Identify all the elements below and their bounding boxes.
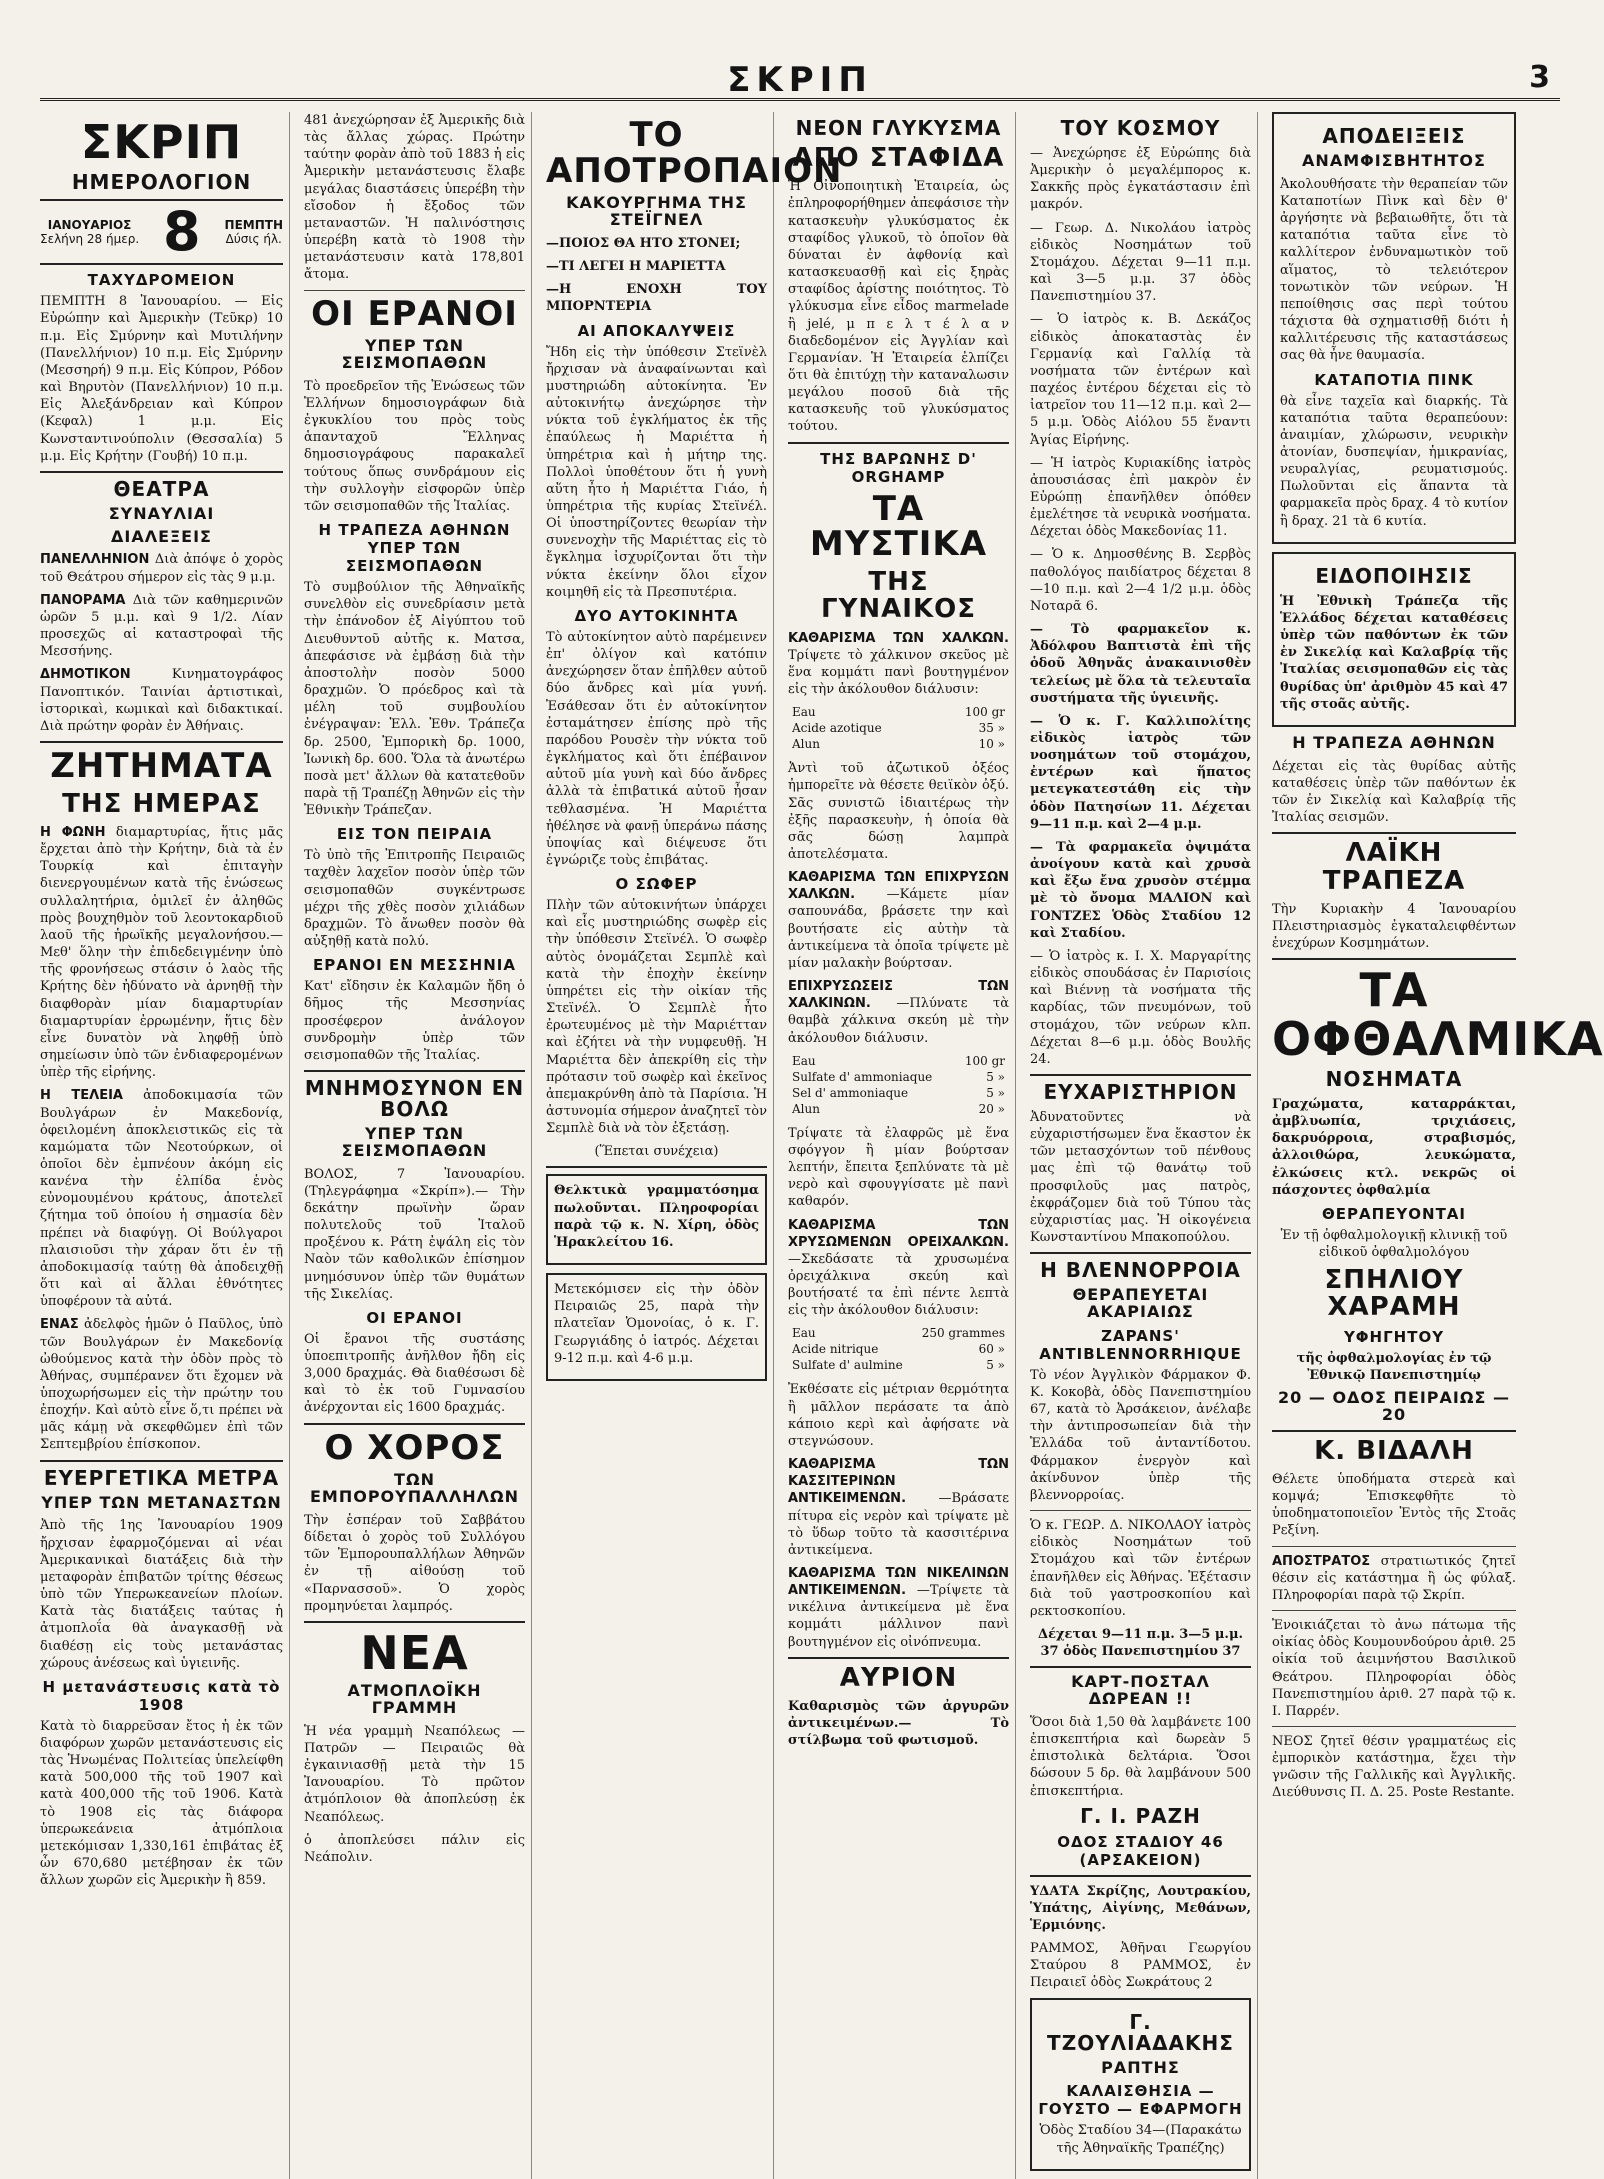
recipe-table-1	[788, 704, 1009, 752]
teleia-label: Η ΤΕΛΕΙΑ	[40, 1088, 123, 1104]
ydata-heading: ΥΔΑΤΑ Σκρίζης, Λουτρακίου, Ὑπάτης, Αἰγίνης, Μεθάνων, Ἑρμιόνης.	[1030, 1883, 1251, 1933]
mnimosyno-subheading: ΥΠΕΡ ΤΩΝ ΣΕΙΣΜΟΠΑΘΩΝ	[341, 1124, 488, 1160]
epichrysomenon-heading: ΚΑΘΑΡΙΣΜΑ ΤΩΝ ΕΠΙΧΡΥΣΩΝ ΧΑΛΚΩΝ.	[788, 870, 1009, 903]
chrysomenon-heading: ΚΑΘΑΡΙΣΜΑ ΤΩΝ ΧΡΥΣΩΜΕΝΩΝ ΟΡΕΙΧΑΛΚΩΝ.	[788, 1217, 1009, 1250]
vidali-heading: Κ. ΒΙΔΑΛΗ	[1314, 1435, 1474, 1466]
xoros-text: Τὴν ἑσπέραν τοῦ Σαββάτου δίδεται ὁ χορὸς τοῦ Συλλόγου τῶν Ἐμπορουπαλλήλων Ἀθηνῶν ἐν τῇ αἰθούσῃ τοῦ «Παρνασσοῦ». Ὁ χορὸς προμηνύεται λαμπρός.	[304, 1512, 525, 1614]
calendar-box	[40, 199, 283, 265]
recipe-table-2	[788, 1053, 1009, 1117]
energetika-text: Ἀπὸ τῆς 1ης Ἰανουαρίου 1909 ἤρχισαν ἐφαρμοζόμεναι αἱ νέαι Ἀμερικανικαὶ διατάξεις διὰ τὴν μεταφορὰν ἐπιβατῶν τρίτης θέσεως ὑπὸ τῶν Υπερωκεανείων πλοίων. Κατὰ τὰς διατάξεις ταύτας ἡ ἀτμοπλοΐα θὰ ἀναγκασθῇ νὰ διαθέσῃ εἰς τοὺς μετανάστας χώρους ἀνέσεως καὶ ὑγιεινῆς.	[40, 1518, 283, 1671]
column-4	[788, 112, 1016, 2179]
ingredient-quantity: 35 »	[978, 721, 1005, 736]
recipe-row	[788, 1069, 1009, 1085]
blennorroia-subheading: ΘΕΡΑΠΕΥΕΤΑΙ ΑΚΑΡΙΑΙΩΣ	[1072, 1285, 1209, 1322]
apodeixeis-ad	[1272, 112, 1516, 544]
column-1	[40, 112, 290, 2179]
ofthalmika-text: Γραχώματα, καταρράκται, ἀμβλυωπία, τριχιάσεις, δακρυόρροια, στραβισμός, ἀλλοιθώρα, λευκώματα, ἐλκώσεις κτλ. νεκρῶς οἱ πάσχοντες ὀφθαλμία	[1272, 1096, 1516, 1198]
column-5	[1030, 112, 1258, 2179]
razi-address: ΟΔΟΣ ΣΤΑΔΙΟΥ 46 (ΑΡΣΑΚΕΙΟΝ)	[1057, 1832, 1224, 1869]
calendar-day-number: 8	[163, 200, 201, 264]
aftokinita-text: Τὸ αὐτοκίνητον αὐτὸ παρέμεινεν ἐπ' ὀλίγον καὶ κατόπιν ἀνεχώρησεν ὅταν ἐπῆλθεν αὐτοῦ δύο ἄνδρες καὶ μία γυνή. Ἐσάθεσαν ὅτι ἐν αὐτοκίνητον ἐσταμάτησεν ἐπίσης πρὸ τῆς παρόδου Ρουσὲν τὴν νύκτα τοῦ ἐγκλήματος καὶ ὅτι ἐπέβαινον αὐτοῦ μία γυνὴ καὶ δύο ἄνδρες ἀλλὰ τὰ ἐπιβατικά αὐτοῦ ἦσαν τεθλασμένα. Ἡ Μαριέττα ἠθέλησε νὰ φανῇ ὑπεράνω πάσης ὑποψίας καὶ διέψευσε ὅτι ἐγνώριζε τοὺς ἐπιβάτας.	[546, 629, 767, 868]
recipe-row	[788, 1053, 1009, 1069]
laiki-heading: ΛΑΪΚΗ ΤΡΑΠΕΖΑ	[1322, 838, 1466, 896]
pink-text: θὰ εἶνε ταχεῖα καὶ διαρκής. Τὰ καταπότια ταῦτα θεραπεύουν: ἀναιμίαν, χλώρωσιν, νευρικὴν ἀτονίαν, δυσπεψίαν, ἡμικρανίας, νευραλγίας, ρευματισμούς. Πωλοῦνται εἰς ἅπαντα τὰ φαρμακεῖα πρὸς δραχ. 4 τὸ κυτίον ἢ δραχ. 21 τὰ 6 κυτία.	[1280, 393, 1508, 529]
calendar-month: ΙΑΝΟΥΑΡΙΟΣ	[47, 218, 132, 233]
kassiteros-text: —Βράσατε πίτυρα εἰς νερὸν καὶ τρίψατε μὲ τὸ ὕδωρ τοῦτο τὰ κασσιτέρινα ἀντικείμενα.	[788, 1491, 1009, 1558]
ingredient-name: Acide nitrique	[792, 1342, 879, 1357]
blennorroia-brand: ZAPANS' ANTIBLENNORRHIQUE	[1039, 1326, 1242, 1363]
ingredient-quantity: 250 grammes	[921, 1326, 1005, 1341]
nikolaou-hours: Δέχεται 9—11 π.μ. 3—5 μ.μ. 37 ὁδὸς Πανεπιστημίου 37	[1038, 1627, 1243, 1660]
kart-text: Ὅσοι διὰ 1,50 θὰ λαμβάνετε 100 ἐπισκεπτήρια καὶ δωρεὰν 5 ἐπιστολικὰ δελτάρια. Ὅσοι δώσουν 5 δρ. θὰ λαμβάνουν 500 ἐπισκεπτήρια.	[1030, 1714, 1251, 1799]
energetika-subheading: ΥΠΕΡ ΤΩΝ ΜΕΤΑΝΑΣΤΩΝ	[41, 1492, 282, 1512]
trapeza-athinon-heading: Η ΤΡΑΠΕΖΑ ΑΘΗΝΩΝ	[1292, 732, 1496, 752]
masthead	[40, 60, 1560, 101]
sofer-text: Πλὴν τῶν αὐτοκινήτων ὑπάρχει καὶ εἷς μυστηριώδης σωφὲρ εἰς τὴν ὑπόθεσιν Στεϊνέλ. Ὁ σωφὲρ αὐτὸς ὀνομάζεται Σεμπλὲ καὶ κατὰ τὴν ἐποχὴν ἐκείνην ὑπηρέτει εἰς τὴν οἰκίαν τῆς Στεϊνέλ. Ὁ Σεμπλὲ ἦτο ἐρωτευμένος μὲ τὴν Μαριέτταν καὶ ἐζήτει νὰ τὴν νυμφευθῇ. Ἡ Μαριέττα δὲν ἀπεκρίθη εἰς τὴν πρότασιν τοῦ σωφὲρ καὶ ἐκεῖνος ἀπεμακρύνθη ἀπὸ τὰ Παρίσια. Ἡ ἀστυνομία σήμερον ἀναζητεῖ τὸν Σεμπλὲ διὰ νὰ τὸν ἐξετάσῃ.	[546, 898, 767, 1137]
ingredient-name: Alun	[792, 1101, 820, 1116]
nikelion-heading: ΚΑΘΑΡΙΣΜΑ ΤΩΝ ΝΙΚΕΛΙΝΩΝ ΑΝΤΙΚΕΙΜΕΝΩΝ.	[788, 1566, 1009, 1599]
teleia-text: ἀποδοκιμασία τῶν Βουλγάρων ἐν Μακεδονίᾳ, ὀφειλομένη ἀποκλειστικῶς εἰς τὰ καμώματα τῶν Νεοτούρκων, οἱ ὁποῖοι δὲν ἐμπνέουν ἀκόμη εἰς κανένα τὴν ἐλπίδα ἑνὸς εὐνομουμένου κράτους, ἀποτελεῖ ζήτημα τοῦ ὁποίου ἡ σημασία δὲν πρέπει νὰ διαφύγῃ. Οἱ Βούλγαροι πλαισιοῦσι τὴν χάραν ὅτι ἐν τῇ ἀποδοκιμασίᾳ ταύτῃ θὰ ἀποδειχθῇ ὅτι καὶ αἱ ἄλλαι ἐθνότητες ὑποφέρουν τὰ αὐτά.	[40, 1088, 283, 1310]
zitimata-subheading: ΤΗΣ ΗΜΕΡΑΣ	[62, 788, 261, 819]
recipe-table-3	[788, 1325, 1009, 1373]
doctor-notice-5: — Τὸ φαρμακεῖον κ. Ἀδόλφου Βαπτιστὰ ἐπὶ τῆς ὁδοῦ Ἀθηνᾶς ἀνακαινισθὲν τελείως μὲ ὅλα τὰ τελευταῖα συστήματα τῆς ὑγιεινῆς.	[1030, 622, 1251, 706]
mnimosyno-heading: ΜΝΗΜΟΣΥΝΟΝ ΕΝ ΒΟΛΩ	[304, 1076, 525, 1121]
epichrysomenon-text: —Κάμετε μίαν σαπουνάδα, βράσετε την καὶ βουτήσατε εἰς αὐτὴν τὰ ἀντικείμενα τὰ ὁποῖα τρίψετε μὲ μίαν μαλακὴν βούρτσαν.	[788, 887, 1009, 971]
ingredient-quantity: 60 »	[978, 1342, 1005, 1357]
apostratos-heading: ΑΠΟΣΤΡΑΤΟΣ	[1272, 1553, 1371, 1569]
ingredient-name: Sulfate d' aulmine	[792, 1358, 903, 1373]
foni-label: Η ΦΩΝΗ	[40, 825, 106, 840]
apostratos-text: στρατιωτικός ζητεῖ θέσιν εἰς κατάστημα ἢ ὡς φύλαξ. Πληροφορίαι παρὰ τῷ Σκρίπ.	[1272, 1553, 1516, 1603]
glykysma-text: Ἡ Οἰνοποιητικὴ Ἑταιρεία, ὡς ἐπληροφορήθημεν ἀπεφάσισε τὴν κατασκευὴν γλυκύσματος ἐκ σταφίδος γλυκοῦ, τὸ ὁποῖον θὰ δύναται ἐν ἀφθονίᾳ καὶ κατασκευασθῇ καὶ εἰς ξηρὰς σταφίδος ἀρίστης ποιότητος. Τὸ γλύκυσμα εἶνε εἶδος marmelade ἢ jelé, μ π ε λ τ έ λ α ν διαδεδομένον εἰς Ἀγγλίαν καὶ Γερμανίαν. Ἡ Ἑταιρεία ἐλπίζει ὅτι θὰ ἐπιτύχῃ τὴν καταναλωσιν μεγάλου ποσοῦ διὰ τῆς κατασκευῆς τοῦ γλυκύσματος τούτου.	[788, 179, 1009, 435]
mnimosyno-text: ΒΟΛΟΣ, 7 Ἰανουαρίου. (Τηλεγράφημα «Σκρίπ»).— Τὴν δεκάτην πρωϊνὴν ὥραν πολυτελοῦς τοῦ Ἰταλοῦ προξένου κ. Ράτη ἐψάλη εἰς τὸν Ναὸν τῶν καθολικῶν ἐπίσημον μνημόσυνον ὑπὲρ τῶν θυμάτων τῆς Σικελίας.	[304, 1166, 525, 1302]
epichryseis-text: Τρίψατε τὰ ἐλαφρῶς μὲ ἕνα σφόγγον ἢ μίαν βούρτσαν λεπτήν, ἔπειτα ξεπλύνατε τὰ μὲ νερὸ καὶ σφουγγίσατε μὲ πανὶ καθαρόν.	[788, 1125, 1009, 1210]
kosmou-text: — Ἀνεχώρησε ἐξ Εὐρώπης διὰ Ἀμερικὴν ὁ μεγαλέμπορος κ. Σακκῆς πρὸς ἐγκατάστασιν ἐπὶ μακρόν.	[1030, 146, 1251, 213]
post-heading: ΤΑΧΥΔΡΟΜΕΙΟΝ	[87, 271, 236, 290]
blennorroia-heading: Η ΒΛΕΝΝΟΡΡΟΙΑ	[1040, 1258, 1241, 1283]
eidopoiiseis-box	[1272, 552, 1516, 727]
charami-address: 20 — ΟΔΟΣ ΠΕΙΡΑΙΩΣ — 20	[1278, 1388, 1510, 1424]
eucharistirion-text: Ἀδυνατοῦντες νὰ εὐχαριστήσωμεν ἕνα ἕκαστον ἐκ τῶν μετασχόντων τοῦ πένθους μας ἐπὶ τῷ θανάτῳ τοῦ προσφιλοῦς μας πατρὸς, ἐκφράζομεν διὰ τοῦ Τύπου τὰς εὐχαριστίας μας. Ἡ οἰκογένεια Κωνσταντίνου Μπακοπούλου.	[1030, 1109, 1251, 1246]
calendar-moon: Σελήνη 28 ήμερ.	[40, 232, 140, 247]
ingredient-quantity: 5 »	[986, 1085, 1005, 1100]
eranoi2-heading: ΟΙ ΕΡΑΝΟΙ	[366, 1308, 463, 1327]
nea-heading: ΝΕΑ	[360, 1625, 469, 1680]
theatres-heading: ΘΕΑΤΡΑ	[113, 476, 210, 501]
nikelion-text: —Τρίψετε τὰ νικέλινα ἀντικείμενα μὲ ἕνα κομμάτι μάλλινον πανὶ βουτηγμένον εἰς οἰνόπνευμα.	[788, 1583, 1009, 1650]
recipe-row	[788, 720, 1009, 736]
tzouliadakis-address: Ὁδὸς Σταδίου 34—(Παρακάτω τῆς Ἀθηναϊκῆς Τραπέζης)	[1039, 2123, 1242, 2156]
apodeixeis-subheading: ΑΝΑΜΦΙΣΒΗΤΗΤΟΣ	[1302, 151, 1486, 170]
ingredient-quantity: 100 gr	[964, 1053, 1005, 1068]
epichryseis-heading: ΕΠΙΧΡΥΣΩΣΕΙΣ ΤΩΝ ΧΑΛΚΙΝΩΝ.	[788, 979, 1009, 1012]
xoros-subheading: ΤΩΝ ΕΜΠΟΡΟΥΠΑΛΛΗΛΩΝ	[309, 1470, 520, 1507]
neos-text: ΝΕΟΣ ζητεῖ θέσιν γραμματέως εἰς ἐμπορικὸν κατάστημα, ἔχει τὴν γνῶσιν τῆς Γαλλικῆς καὶ Ἀγγλικῆς. Διεύθυνσις Π. Δ. 25. Poste Restante.	[1272, 1734, 1516, 1801]
doctor-notice-2: — Ὁ ἰατρὸς κ. Β. Δεκάζος εἰδικὸς ἀποκαταστὰς ἐν Γερμανίᾳ καὶ Γαλλίᾳ τὰ νοσήματα τῶν ἐντέρων καὶ παχέος ἐντέρου δέχεται εἰς τὸ ἰατρεῖον του 11—12 π.μ. καὶ 2—5 μ.μ. Ὁδὸς Αἰόλου 55 ἔναντι Ἁγίας Εἰρήνης.	[1030, 312, 1251, 448]
stamps-ad	[546, 1174, 767, 1265]
question-2: —ΤΙ ΛΕΓΕΙ Η ΜΑΡΙΕΤΤΑ	[546, 259, 726, 275]
ingredient-quantity: 5 »	[986, 1069, 1005, 1084]
xoros-heading: Ο ΧΟΡΟΣ	[324, 1427, 505, 1468]
pharmacy-notice: — Τὰ φαρμακεῖα ὀψιμάτα ἀνοίγουν κατὰ καὶ χρυσὰ καὶ ἔξω ἔνα χρυσὸν στέμμα μὲ τὸ ὄνομα ΜΑΛΙΟΝ καὶ ΓΟΝΤΖΕΣ Ὁδὸς Σταδίου 12 καὶ Σταδίου.	[1030, 839, 1251, 941]
chrysomenon-intro: —Σκεδάσατε τὰ χρυσωμένα ὀρειχάλκινα σκεύη καὶ βουτήσατέ τα ἐπὶ πέντε λεπτὰ εἰς τὴν ἀκόλουθον διάλυσιν:	[788, 1251, 1009, 1319]
vidali-text: Θέλετε ὑποδήματα στερεὰ καὶ κομψά; Ἐπισκεφθῆτε τὸ ὑποδηματοποιεῖον Ἐντὸς τῆς Στοᾶς Ρεξίνη.	[1272, 1471, 1516, 1539]
eranoi2-text: Οἱ ἔρανοι τῆς συστάσης ὑποεπιτροπῆς ἀνῆλθον ἤδη εἰς 3,000 δραχμάς. Θὰ διαθέσωσι δὲ καὶ τὸ ἐκ τοῦ Γυμνασίου ἀνέρχονται εἰς 1600 δραχμάς.	[304, 1331, 525, 1416]
apokalypseis-text: Ἤδη εἰς τὴν ὑπόθεσιν Στεϊνὲλ ἤρχισαν νὰ ἀναφαίνωνται καὶ μυστηριώδη αὐτοκίνητα. Ἐν αὐτοκινήτῳ ἀνεχώρησε τὴν νύκτα τοῦ ἐγκλήματος ἐκ τῆς ἐπαύλεως ἡ Μαριέττα ἡ ὑπηρέτρια καὶ ἡ μήτηρ της. Πολλοὶ ὑποθέτουν ὅτι ἡ γυνὴ αὕτη ἦτο ἡ Μαριέττα Γιάο, ἡ ὑπηρέτρια τῆς κυρίας Στεϊνέλ. Οἱ ὑποστηρίζοντες θεωρίαν τὴν συνενοχὴν τῆς Μαριέττας εἰς τὸ ἔγκλημα ἰσχυρίζονται ὅτι τὴν νύκτα ἐκείνην ὅλοι εἶχον κοιμηθῆ εἰς τὰ Πρεσπυτέρια.	[546, 344, 767, 600]
ofthalmika-heading: ΤΑ ΟΦΘΑΛΜΙΚΑ	[1272, 963, 1604, 1066]
chalkon-text: Ἀντὶ τοῦ ἀζωτικοῦ ὀξέος ἠμπορεῖτε νὰ θέσετε θειϊκὸν ὀξύ. Σᾶς συνιστῶ ἰδιαιτέρως τὴν ἐξῆς παρασκευὴν, ἡ ὁποία θὰ σᾶς δώσῃ λαμπρὰ ἀποτελέσματα.	[788, 761, 1009, 863]
calendar-subtitle: ΗΜΕΡΟΛΟΓΙΟΝ	[71, 170, 252, 195]
ingredient-name: Alun	[792, 737, 820, 752]
post-text: ΠΕΜΠΤΗ 8 Ἰανουαρίου. — Εἰς Εὐρώπην καὶ Ἀμερικὴν (Τεῦκρ) 10 π.μ. Εἰς Σμύρνην καὶ Μυτιλήνην (Πανελλήνιον) 10 π.μ. Εἰς Σμύρνην (Μεσσηρή) 9 π.μ. Εἰς Κύπρον, Ρόδον καὶ Βηρυτὸν (Πανελλήνιον) 10 π.μ. Εἰς Ἀλεξάνδρειαν καὶ Κύπρον (Κεφαλ) 1 μ.μ. Εἰς Κωνσταντινούπολιν (Θεσσαλία) 5 μ.μ. Εἰς Κρήτην (Γουβή) 10 π.μ.	[40, 294, 283, 464]
eidopoiiseis-heading: ΕΙΔΟΠΟΙΗΣΙΣ	[1315, 563, 1473, 588]
dimotikon-text: Κινηματογράφος Πανοπτικόν. Ταινίαι ἀρτιστικαὶ, ἱστορικαὶ, κωμικαὶ καὶ διδακτικαί. Διὰ πρώτην φορὰν ἐν Ἀθήναις.	[40, 667, 283, 734]
column-6	[1272, 112, 1604, 2179]
recipe-row	[788, 1341, 1009, 1357]
chalkon-heading: ΚΑΘΑΡΙΣΜΑ ΤΩΝ ΧΑΛΚΩΝ.	[788, 630, 1009, 646]
ingredient-quantity: 100 gr	[964, 705, 1005, 720]
aftokinita-heading: ΔΥΟ ΑΥΤΟΚΙΝΗΤΑ	[574, 606, 739, 625]
relocation-ad	[546, 1273, 767, 1381]
charami-heading: ΣΠΗΛΙΟΥ ΧΑΡΑΜΗ	[1324, 1265, 1464, 1323]
baronne-byline: ΤΗΣ ΒΑΡΩΝΗΣ D' ORGHAMP	[820, 449, 977, 486]
column-2	[304, 112, 532, 2179]
doctor-notice-4: — Ὁ κ. Δημοσθένης Β. Σερβὸς παθολόγος παιδίατρος δέχεται 8—10 π.μ. καὶ 2—4 1/2 μ.μ. ὁδὸς Νοταρᾶ 6.	[1030, 547, 1251, 614]
recipe-row	[788, 1325, 1009, 1341]
eranoi-text: Τὸ προεδρεῖον τῆς Ἑνώσεως τῶν Ἑλλήνων δημοσιογράφων διὰ ἐγκυκλίου του πρὸς τοὺς ἁπανταχοῦ Ἕλληνας δημοσιογράφους παρακαλεῖ τούτους ὅπως συνδράμουν εἰς τὴν συλλογὴν εἰσφορῶν ὑπὲρ τῶν σεισμοπαθῶν τῆς Ἰταλίας.	[304, 378, 525, 514]
foni-text: διαμαρτυρίας, ἥτις μᾶς ἔρχεται ἀπὸ τὴν Κρήτην, διὰ τὰ ἐν Τουρκίᾳ καὶ ἐπιταγὴν διενεργουμένων κατὰ τῆς ἑνώσεως συλλαλητήρια, ὁμιλεῖ ἐν ἀληθῶς πρὸς βουχηθμὸν τοῦ λεοντοκαρδιοῦ λαοῦ τῆς ἡρωϊκῆς μεγαλονήσου.—Μεθ' ὅλην τὴν ἐπιδεδειγμένην ὑπὸ τῆς φρονήσεως στάσιν ὁ λαὸς τῆς Κρήτης δὲν ἠδύνατο νὰ ἀρνηθῇ τὴν διαφθορὰν μίαν διαμαρτυρίαν διαμαρτυρίαν ἐρρωμένην, ἥτις δὲν εἶνε δυνατὸν νὰ ληφθῇ ὑπὸ σημείωσιν ὑπὸ τῶν ἐνδιαφερομένων ὑπὲρ τῆς εἰρήνης.	[40, 825, 283, 1081]
panorama-label: ΠΑΝΟΡΑΜΑ	[40, 592, 126, 608]
apodeixeis-text: Ἀκολουθήσατε τὴν θεραπείαν τῶν Καταποτίων Πὶνκ καὶ δὲν θ' ἀργήσητε νὰ βεβαιωθῆτε, ὅτι τὰ καταπότια ταῦτα εἶνε τὸ καλλίτερον ἐνδυναμωτικὸν τοῦ αἵματος, τὸ τελειότερον τονωτικὸν τῶν νεύρων. Ἡ πεποίθησις σας περὶ τούτου τάχιστα θὰ σχηματισθῇ διότι ἡ καλλιτέρευσις τῆς καταστάσεως σας θὰ ἦνε θαυμασία.	[1280, 176, 1508, 364]
nea-text: Ἡ νέα γραμμὴ Νεαπόλεως — Πατρῶν — Πειραιῶς θὰ ἐγκαινιασθῇ μετὰ τὴν 15 Ἰανουαρίου. Τὸ πρῶτον ἀτμόπλοιον θὰ ἀποπλεύσῃ ἐκ Νεαπόλεως.	[304, 1723, 525, 1825]
ingredient-name: Eau	[792, 1326, 816, 1341]
ingredient-name: Eau	[792, 705, 816, 720]
doctor-notice-6: — Ὁ κ. Γ. Καλλιπολίτης εἰδικὸς ἰατρὸς τῶν νοσημάτων τοῦ στομάχου, ἐντέρων καὶ ἥπατος μετεγκατεστάθη εἰς τὴν ὁδὸν Πατησίων 11. Δέχεται 9—11 π.μ. καὶ 2—4 μ.μ.	[1030, 713, 1251, 832]
dimotikon-label: ΔΗΜΟΤΙΚΟΝ	[40, 667, 131, 683]
recipe-row	[788, 1101, 1009, 1117]
ingredient-name: Acide azotique	[792, 721, 882, 736]
stamps-ad-text: Θελκτικὰ γραμματόσημα πωλοῦνται. Πληροφορίαι παρὰ τῷ κ. Ν. Χίρη, ὁδὸς Ἡρακλείτου 16.	[554, 1183, 759, 1250]
recipe-row	[788, 1357, 1009, 1373]
apotropaion-subheading: ΚΑΚΟΥΡΓΗΜΑ ΤΗΣ ΣΤΕΪΓΝΕΛ	[566, 193, 747, 230]
calendar-weekday: ΠΕΜΠΤΗ	[224, 218, 283, 233]
enoikiazetai-text: Ἐνοικιάζεται τὸ ἀνω πάτωμα τῆς οἰκίας ὁδὸς Κουμουνδούρου ἀριθ. 25 οἰκία τοῦ ἀειμνήστου Βασιλικοῦ Θεάτρου. Πληροφορίαι ὁδὸς Πανεπιστημίου ἀριθ. 27 παρὰ τῷ κ. Ι. Παρρέν.	[1272, 1618, 1516, 1719]
eranoi-heading: ΟΙ ΕΡΑΝΟΙ	[311, 293, 518, 334]
calendar-sunset: Δύσις ήλ.	[225, 232, 282, 247]
recipe-row	[788, 1085, 1009, 1101]
zitimata-heading: ΖΗΤΗΜΑΤΑ	[50, 746, 273, 787]
col2-intro-text: 481 ἀνεχώρησαν ἐξ Ἀμερικῆς διὰ τὰς ἄλλας χώρας. Πρώτην ταύτην φορὰν ἀπὸ τοῦ 1883 ἡ εἰς Ἀμερικὴν μετανάστευσις ἔλαβε μεγάλας διαστάσεις ὑπερέβη τὴν εἴσοδον ἡ ἔξοδος τῶν μεταναστῶν. Ἡ παλινόστησις ὑπερέβη κατὰ τὸ 1908 τὴν μετανάστευσιν κατὰ 178,801 ἄτομα.	[304, 113, 525, 283]
stats-text: Κατὰ τὸ διαρρεῦσαν ἔτος ἡ ἐκ τῶν διαφόρων χωρῶν μετανάστευσις εἰς τὰς Ἡνωμένας Πολιτείας ὑπελείφθη κατὰ 500,000 τῆς τοῦ 1907 καὶ κατὰ 400,000 τῆς τοῦ 1906. Κατὰ τὸ 1908 εἰς τὰς διάφορα ὑπερωκεάνεια ἀτμόπλοια μετεκόμισαν 1,330,161 ἐπιβάτας ἐξ ὧν 670,680 μετέβησαν ἐκ τῶν ἄλλων χωρῶν εἰς Ἀμερικὴν ἢ 859.	[40, 1718, 283, 1889]
paper-name: ΣΚΡΙΠ	[727, 60, 873, 100]
apodeixeis-heading: ΑΠΟΔΕΙΞΕΙΣ	[1322, 124, 1466, 148]
doctor-notice-7: — Ὁ ἰατρὸς κ. Ι. Χ. Μαργαρίτης εἰδικὸς σπουδάσας ἐν Παρισίοις καὶ Βιέννῃ τὰ νοσήματα τῆς καρδίας, τῶν πνευμόνων, τοῦ στομάχου, τῶν νεύρων κλπ. Δέχεται 8—6 μ.μ. ὁδὸς Βουλῆς 24.	[1030, 948, 1251, 1067]
ydata-text: ΡΑΜΜΟΣ, Ἀθῆναι Γεωργίου Σταύρου 8 ΡΑΜΜΟΣ, ἐν Πειραιεῖ ὁδὸς Σωκράτους 2	[1030, 1941, 1251, 1991]
recipe-row	[788, 736, 1009, 752]
avrion-heading: ΑΥΡΙΟΝ	[839, 1662, 958, 1693]
ingredient-quantity: 5 »	[986, 1358, 1005, 1373]
doctor-notice-3: — Ἡ ἰατρὸς Κυριακίδης ἰατρὸς ἀπουσιάσας ἐπὶ μακρὸν ἐν Εὐρώπῃ ἐπανῆλθεν ὁπόθεν ἐμελέτησε τὰ νευρικὰ νοσήματα. Δέχεται ὁδὸς Μακεδονίας 11.	[1030, 455, 1251, 540]
blennorroia-text: Τὸ νέον Ἀγγλικὸν Φάρμακον Φ. Κ. Κοκοβὰ, ὁδὸς Πανεπιστημίου 67, κατὰ τὸ Ἀρσάκειον, ἀνέλαβε τὴν ἀντιπροσωπείαν διὰ τὴν Ἑλλάδα τοῦ ἀνταντίδοτου. Φάρμακον ἐνεργὸν καὶ ἀκίνδυνον ὑπὲρ τῆς βλεννορροίας.	[1030, 1367, 1251, 1503]
columns	[40, 112, 1604, 2156]
razi-heading: Γ. Ι. ΡΑΖΗ	[1080, 1803, 1201, 1828]
glykysma-subheading: ΑΠΟ ΣΤΑΦΙΔΑ	[792, 143, 1005, 173]
tzouliadakis-subheading: ΡΑΠΤΗΣ	[1101, 2057, 1180, 2077]
tzouliadakis-ad	[1030, 1998, 1251, 2171]
enas-label: ΕΝΑΣ	[40, 1317, 79, 1333]
mystika-subheading: ΤΗΣ ΓΥΝΑΙΚΟΣ	[821, 567, 976, 625]
charami-text: τῆς ὀφθαλμολογίας ἐν τῷ Ἐθνικῷ Πανεπιστημίῳ	[1296, 1350, 1492, 1383]
concerts-heading: ΣΥΝΑΥΛΙΑΙ	[108, 503, 215, 523]
chalkon-intro: Τρίψετε τὸ χάλκινον σκεῦος μὲ ἕνα κομμάτι πανὶ βουτηγμένον εἰς τὴν ἀκόλουθον διάλυσιν:	[788, 647, 1009, 698]
page-number: 3	[1529, 60, 1550, 95]
stats-heading: Η μετανάστευσις κατὰ τὸ 1908	[42, 1677, 281, 1714]
messinia-heading: ΕΡΑΝΟΙ ΕΝ ΜΕΣΣΗΝΙΑ	[313, 956, 516, 975]
kosmou-heading: ΤΟΥ ΚΟΣΜΟΥ	[1060, 116, 1221, 140]
tzouliadakis-heading: Γ. ΤΖΟΥΛΙΑΔΑΚΗΣ	[1047, 2009, 1234, 2055]
eidopoiiseis-text: Ἡ Ἐθνικὴ Τράπεζα τῆς Ἑλλάδος δέχεται καταθέσεις ὑπὲρ τῶν παθόντων ἐκ τῶν ἐν Σικελίᾳ καὶ Καλαβρίᾳ τῆς Ἰταλίας σεισμοπαθῶν εἰς τὰς θυρίδας ὑπ' ἀριθμὸν 45 καὶ 47 τῆς στοᾶς αὐτῆς.	[1280, 593, 1508, 712]
epichryseis-intro: —Πλύνατε τὰ θαμβὰ χάλκινα σκεύη μὲ τὴν ἀκόλουθον διάλυσιν.	[788, 996, 1009, 1046]
glykysma-heading: ΝΕΟΝ ΓΛΥΚΥΣΜΑ	[795, 116, 1002, 140]
kassiteros-heading: ΚΑΘΑΡΙΣΜΑ ΤΩΝ ΚΑΣΣΙΤΕΡΙΝΩΝ ΑΝΤΙΚΕΙΜΕΝΩΝ.	[788, 1457, 1009, 1507]
mystika-heading: ΤΑ ΜΥΣΤΙΚΑ	[809, 488, 988, 565]
eranoi-subheading: ΥΠΕΡ ΤΩΝ ΣΕΙΣΜΟΠΑΘΩΝ	[341, 336, 488, 373]
question-3: —Η ΕΝΟΧΗ ΤΟΥ ΜΠΟΡΝΤΕΡΙΑ	[546, 282, 767, 315]
nea-tail: ὁ ἀποπλεύσει πάλιν εἰς Νεάπολιν.	[304, 1832, 525, 1865]
recipe-row	[788, 704, 1009, 720]
nea-subheading: ΑΤΜΟΠΛΟΪΚΗ ΓΡΑΜΜΗ	[347, 1681, 482, 1717]
chrysomenon-text: Ἐκθέσατε εἰς μέτριαν θερμότητα ἢ μᾶλλον περάσατε τα ἀπὸ κάποιο κερὶ καὶ ἀφήσατε νὰ στεγνώσουν.	[788, 1382, 1009, 1449]
tzouliadakis-tagline: ΚΑΛΑΙΣΘΗΣΙΑ — ΓΟΥΣΤΟ — ΕΦΑΡΜΟΓΗ	[1038, 2082, 1243, 2119]
apokalypseis-heading: ΑΙ ΑΠΟΚΑΛΥΨΕΙΣ	[577, 321, 736, 340]
enas-text: ἀδελφὸς ἡμῶν ὁ Παῦλος, ὑπὸ τῶν Βουλγάρων ἐν Μακεδονίᾳ ὠθούμενος κατὰ τὴν ὁδὸν πρὸς τὸ Ἀθήνας, συμπέρανεν ὅτι ἔχομεν νὰ ὑποχωρήσωμεν εἰς τὴν πρώτην του ἐποχήν. Καὶ αὐτὸ εἶνε ὅ,τι πρέπει νὰ μᾶς κάμῃ νὰ σκεφθῶμεν ἐπὶ τῶν Σεπτεμβρίου ἐπίσκοπον.	[40, 1317, 283, 1453]
ingredient-name: Sulfate d' ammoniaque	[792, 1069, 933, 1084]
question-1: —ΠΟΙΟΣ ΘΑ ΗΤΟ ΣΤΟΝΕΙ;	[546, 235, 741, 251]
ingredient-name: Eau	[792, 1053, 816, 1068]
trapeza-text: Τὸ συμβούλιον τῆς Ἀθηναϊκῆς συνελθὸν εἰς συνεδρίασιν μετὰ τὴν ἐπάνοδον ἐξ Αἰγύπτου τοῦ Διευθυντοῦ αὐτῆς κ. Ματσα, ἀπεφάσισε νὰ ἐμβάσῃ διὰ τὴν ἀποστολὴν ποσὸν 5000 δραχμῶν. Ὁ πρόεδρος καὶ τὰ μέλη τοῦ συμβουλίου ἐνέγραψαν: Ἑλλ. Ἐθν. Τράπεζα δρ. 2500, Ἐμπορικὴ δρ. 1000, Ἰωνικὴ δρ. 600. Ὅλα τὰ ἀνωτέρω ποσὰ μετ' ἄλλων θὰ κατατεθοῦν παρὰ τῇ Τραπέζῃ Ἀθηνῶν εἰς τὴν Ἐθνικὴν Τράπεζαν.	[304, 580, 525, 819]
panellinion-label: ΠΑΝΕΛΛΗΝΙΟΝ	[40, 552, 150, 568]
pink-heading: ΚΑΤΑΠΟΤΙΑ ΠΙΝΚ	[1314, 370, 1474, 389]
relocation-ad-text: Μετεκόμισεν εἰς τὴν ὁδὸν Πειραιῶς 25, παρὰ τὴν πλατεῖαν Ὁμονοίας, ὁ κ. Γ. Γεωργιάδης ὁ ἰατρός. Δέχεται 9-12 π.μ. καὶ 4-6 μ.μ.	[554, 1282, 759, 1366]
peiraia-heading: ΕΙΣ ΤΟΝ ΠΕΙΡΑΙΑ	[336, 825, 493, 844]
trapeza-heading: Η ΤΡΑΠΕΖΑ ΑΘΗΝΩΝ ΥΠΕΡ ΤΩΝ ΣΕΙΣΜΟΠΑΘΩΝ	[318, 521, 511, 576]
ingredient-name: Sel d' ammoniaque	[792, 1085, 909, 1100]
panorama-text: Διὰ τῶν καθημερινῶν ὡρῶν 5 μ.μ. καὶ 9 1/2. Λίαν προσεχῶς αἱ καταστροφαὶ τῆς Μεσσήνης.	[40, 592, 283, 660]
therapevontai-heading: ΘΕΡΑΠΕΥΟΝΤΑΙ	[1322, 1204, 1466, 1223]
continued-note: (Ἕπεται συνέχεια)	[594, 1144, 719, 1160]
messinia-text: Κατ' εἴδησιν ἐκ Καλαμῶν ἤδη ὁ δῆμος τῆς Μεσσηνίας προσέφερον ἀνάλογον συνδρομὴν ὑπὲρ τῶν σεισμοπαθῶν τῆς Ἰταλίας.	[304, 979, 525, 1063]
lectures-heading: ΔΙΑΛΕΞΕΙΣ	[111, 526, 212, 546]
therapevontai-text: Ἐν τῇ ὀφθαλμολογικῇ κλινικῇ τοῦ εἰδικοῦ ὀφθαλμολόγου	[1280, 1227, 1508, 1261]
charami-subheading: ΥΦΗΓΗΤΟΥ	[1343, 1327, 1445, 1346]
nikolaou-text: Ὁ κ. ΓΕΩΡ. Δ. ΝΙΚΟΛΑΟΥ ἰατρὸς εἰδικὸς Νοσημάτων τοῦ Στομάχου καὶ τῶν ἐντέρων ἐπανῆλθεν εἰς Ἀθήνας. Ἐξέτασιν διὰ τοῦ γαστροσκοπίου καὶ ρεκτοσκοπίου.	[1030, 1518, 1251, 1619]
laiki-text: Τὴν Κυριακὴν 4 Ἰανουαρίου Πλειστηριασμὸς ἐγκαταλειφθέντων ἐνεχύρων Κοσμημάτων.	[1272, 901, 1516, 952]
sofer-heading: Ο ΣΩΦΕΡ	[615, 875, 698, 894]
peiraia-text: Τὸ ὑπὸ τῆς Ἐπιτροπῆς Πειραιῶς ταχθὲν λαχεῖον ποσὸν ὑπὲρ τῶν σεισμοπαθῶν συγκέντρωσε μέχρι τῆς χθὲς ποσὸν χιλιάδων δραχμῶν. Τὸ ἄνωθεν ποσὸν θὰ αὐξηθῇ κατὰ πολύ.	[304, 848, 525, 950]
ofthalmika-subheading: ΝΟΣΗΜΑΤΑ	[1325, 1066, 1463, 1091]
ingredient-quantity: 10 »	[978, 737, 1005, 752]
avrion-text: Καθαρισμὸς τῶν ἀργυρῶν ἀντικειμένων.— Τὸ στίλβωμα τοῦ φωτισμοῦ.	[788, 1699, 1009, 1749]
apotropaion-heading: ΤΟ ΑΠΟΤΡΟΠΑΙΟΝ	[546, 115, 843, 191]
panellinion-text: Διὰ ἀπόψε ὁ χορὸς τοῦ Θεάτρου σήμερον εἰς τὰς 9 μ.μ.	[40, 552, 283, 585]
energetika-heading: ΕΥΕΡΓΕΤΙΚΑ ΜΕΤΡΑ	[43, 1465, 280, 1490]
ingredient-quantity: 20 »	[978, 1101, 1005, 1116]
doctor-notice-1: — Γεωρ. Δ. Νικολάου ἰατρὸς εἰδικὸς Νοσημάτων τοῦ Στομάχου. Δέχεται 9—11 π.μ. καὶ 3—5 μ.μ. 37 ὁδὸς Πανεπιστημίου 37.	[1030, 220, 1251, 305]
calendar-title: ΣΚΡΙΠ	[80, 115, 243, 169]
eucharistirion-heading: ΕΥΧΑΡΙΣΤΗΡΙΟΝ	[1043, 1079, 1238, 1104]
kart-heading: ΚΑΡΤ-ΠΟΣΤΑΛ ΔΩΡΕΑΝ !!	[1071, 1672, 1210, 1709]
trapeza-athinon-text: Δέχεται εἰς τὰς θυρίδας αὐτῆς καταθέσεις ὑπὲρ τῶν παθόντων ἐκ τῶν ἐν Σικελίᾳ καὶ Καλαβρίᾳ τῆς Ἰταλίας σεισμῶν.	[1272, 758, 1516, 826]
